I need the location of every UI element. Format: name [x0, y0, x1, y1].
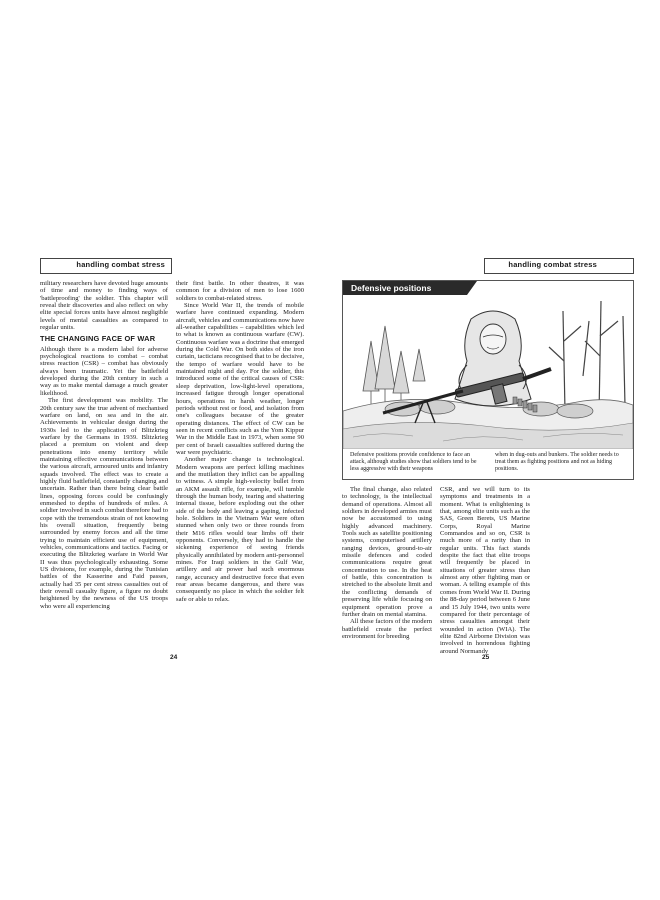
right-column-2: [440, 486, 530, 664]
left-col1-para-2: Although there is a modern label for adverse psychological reactions to combat – combat stress reaction (CSR) – combat has obviously always been traumatic. Yet the battlefield developed during the 20th century in such a way as to make mental damage a much greater likelihood.: [40, 345, 168, 397]
left-header-title: handling combat stress: [76, 260, 165, 269]
figure-caption-left: Defensive positions provide confidence to face an attack, although studies show that soldiers tend to be less aggressive with their weapons: [350, 452, 477, 473]
right-header-title: handling combat stress: [508, 260, 597, 269]
right-running-header: [484, 258, 634, 274]
left-col1-para-3: The first development was mobility. The 20th century saw the true advent of mechanised warfare on land, on sea and in the air. Achievements in vehicular design during the 1930s led to the application of Blitzkrieg warfare by the Germans in 1939. Blitzkrieg placed a premium on violent and deep penetrations into enemy territory while maintaining effective communications between the various aircraft, armoured units and infantry squads involved. The effect was to create a highly fluid battlefield, constantly changing and uncertain. Rather than there being clear battle lines, opposing forces could be confusingly enmeshed to depths of hundreds of miles. A soldier involved in such combat therefore had to cope with the tremendous strain of not knowing his overall situation, frequently being surrounded by enemy forces and all the time trying to maintain efficient use of equipment, vehicles, communications and tactics. Facing or executing the Blitzkrieg warfare in World War II was thus psychologically exhausting. Some US divisions, for example, during the Tunisian battles of the Kasserine and Faid passes, actually had 35 per cent stress casualties out of their overall casualty figure, a figure no doubt heightened by the newness of the US troops who were all experiencing: [40, 397, 168, 610]
left-col2-para-1: their first battle. In other theatres, it was common for a division of men to lose 1600 soldiers to combat-related stress.: [176, 280, 304, 302]
right-col1-para-1: The final change, also related to technology, is the intellectual demand of operations. Almost all soldiers in developed armies must now be accustomed to using highly advanced machinery. Tools such as satellite positioning systems, computerised artillery ranging devices, ground-to-air missile defences and coded communications require great concentration to use. In the heat of battle, this concentration is stretched to the absolute limit and the conflicting demands of preserving life while focusing on equipment operation prove a further drain on mental stamina.: [342, 486, 432, 618]
right-col2-para-1: CSR, and we will turn to its symptoms and treatments in a moment. What is enlightening is that, among elite units such as the SAS, Green Berets, US Marine Corps, Royal Marine Commandos and so on, CSR is much more of a rarity than in regular units. This fact stands despite the fact that elite troops will frequently be placed in situations of greater stress than almost any other fighting man or woman. A telling example of this comes from World War II. During the 88-day period between 6 June and 15 July 1944, two units were compared for their percentage of stress casualties amongst their wounded in action (WIA). The elite 82nd Airborne Division was involved in horrendous fighting around Normandy: [440, 486, 530, 655]
right-col1-para-2: All these factors of the modern battlefield create the perfect environment for breeding: [342, 618, 432, 640]
left-page-number: 24: [170, 654, 178, 661]
section-heading: THE CHANGING FACE OF WAR: [40, 334, 156, 344]
left-column-2: [176, 280, 304, 662]
soldier-machine-gun-illustration: [343, 281, 633, 449]
defensive-positions-figure: [342, 280, 634, 480]
left-col2-para-3: Another major change is technological. Modern weapons are perfect killing machines and the mutilation they inflict can be appalling to witness. A simple high-velocity bullet from an AKM assault rifle, for example, will tumble through the human body, tearing and shattering internal tissue, before exploding out the other side of the body and leaving a gaping, infected hole. Soldiers in the Vietnam War were often stunned when only two or three rounds from their M16 rifles would tear limbs off their opponents. Conversely, they had to handle the sickening experience of seeing friends physically annihilated by modern anti-personnel mines. For Iraqi soldiers in the Gulf War, artillery and air power had such enormous range, accuracy and destructive force that even rear areas became dangerous, and there was consequently no place in which the soldier felt safe or able to relax.: [176, 456, 304, 603]
left-page: [40, 258, 330, 668]
left-col1-para-1: military researchers have devoted huge amounts of time and money to finding ways of 'battleproofing' the soldier. This chapter will reveal their discoveries and also reflect on why elite special forces units have almost negligible levels of mental casualties as compared to regular units.: [40, 280, 168, 332]
right-column-1: [342, 486, 432, 664]
right-page-number: 25: [482, 654, 490, 661]
figure-title: Defensive positions: [343, 281, 467, 295]
left-col2-para-2: Since World War II, the trends of mobile warfare have continued expanding. Modern aircraft, vehicles and communications now have all-weather capabilities – capabilities which led to what is known as continuous warfare (CW). Continuous warfare was a doctrine that emerged during the Cold War. On both sides of the iron curtain, tacticians recognised that to be decisive, the tempo of warfare would have to be maintained night and day. For the soldier, this introduced some of the critical causes of CSR: sleep deprivation, low-light-level operations, increased fatigue through longer operational hours, operations in harsh weather, longer periods without rest or food, and isolation from one's colleagues because of the greater operating distances. The effect of CW can be seen in recent conflicts such as the Yom Kippur War in the Middle East in 1973, when some 90 per cent of Israeli casualties suffered during the war were psychiatric.: [176, 302, 304, 456]
right-page: [342, 258, 632, 668]
left-running-header: [40, 258, 172, 274]
figure-caption-right: when in dug-outs and bunkers. The soldier needs to treat them as fighting positions and not as hiding positions.: [495, 452, 619, 473]
left-column-1: [40, 280, 168, 662]
